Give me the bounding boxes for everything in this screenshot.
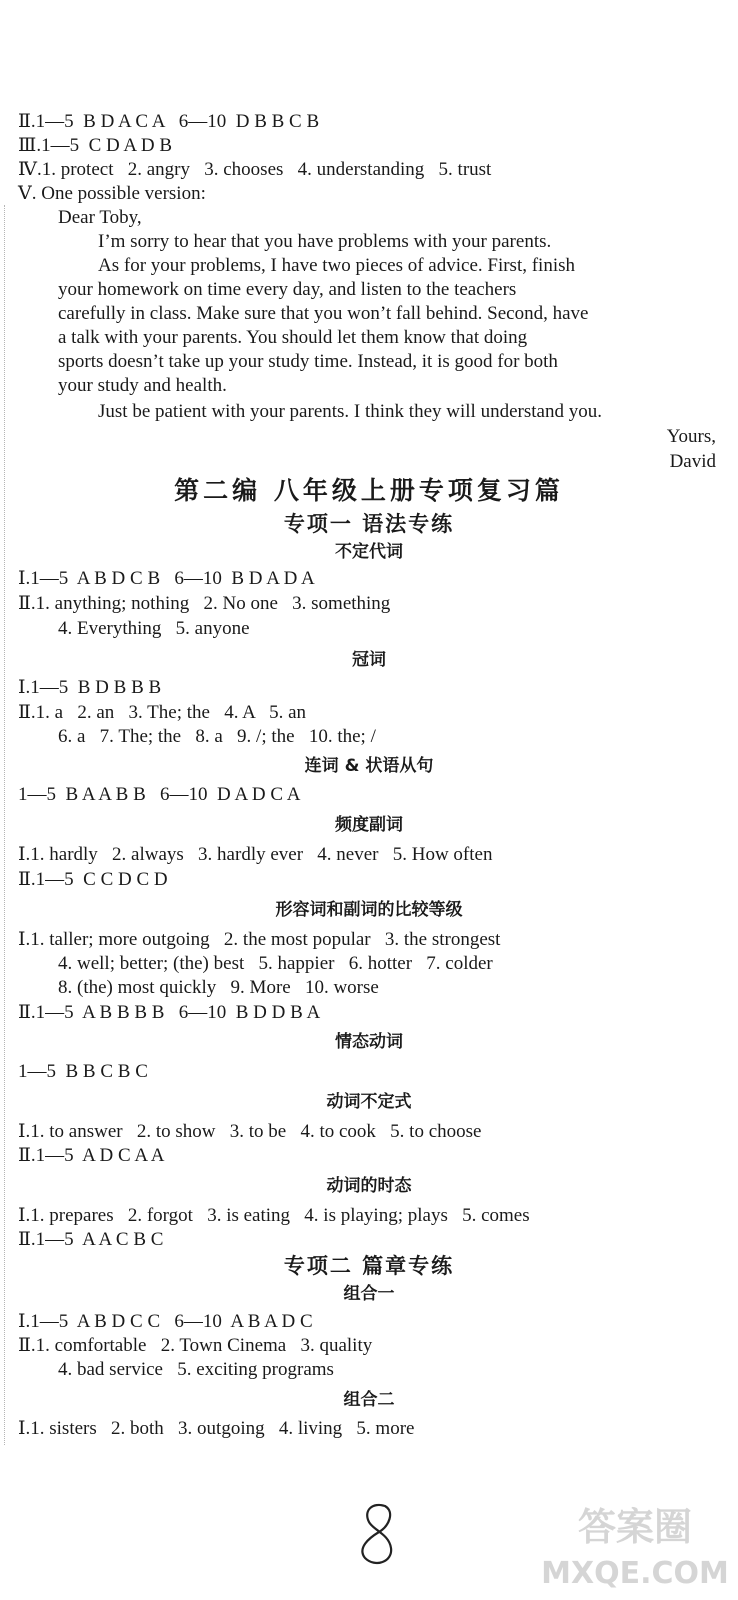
handwritten-page-number — [355, 1500, 400, 1570]
answer-line: Ⅰ.1—5 A B D C C 6—10 A B A D C — [18, 1311, 313, 1332]
answer-line: Ⅰ.1—5 A B D C B 6—10 B D A D A — [18, 568, 315, 589]
letter-line: a talk with your parents. You should let them know that doing — [58, 327, 528, 348]
section-title: 专项一 语法专练 — [283, 512, 455, 536]
topic-heading: 动词不定式 — [326, 1092, 412, 1112]
answer-line: Ⅰ.1. to answer 2. to show 3. to be 4. to cook 5. to choose — [18, 1121, 482, 1142]
answer-line: Ⅱ.1—5 B D A C A 6—10 D B B C B — [18, 111, 320, 132]
topic-heading: 连词 & 状语从句 — [304, 756, 434, 776]
answer-line: Ⅴ. One possible version: — [18, 183, 206, 204]
answer-line: 6. a 7. The; the 8. a 9. /; the 10. the; / — [58, 726, 376, 747]
letter-line: carefully in class. Make sure that you won’t fall behind. Second, have — [58, 303, 589, 324]
answer-line: Ⅱ.1. comfortable 2. Town Cinema 3. quality — [18, 1335, 373, 1356]
topic-heading: 形容词和副词的比较等级 — [275, 900, 463, 920]
topic-heading: 频度副词 — [335, 815, 403, 835]
answer-line: 1—5 B B C B C — [18, 1061, 148, 1082]
letter-signature: David — [669, 451, 716, 472]
answer-line: Ⅳ.1. protect 2. angry 3. chooses 4. understanding 5. trust — [18, 159, 492, 180]
answer-line: Ⅱ.1—5 A B B B B 6—10 B D D B A — [18, 1002, 321, 1023]
letter-line: As for your problems, I have two pieces of advice. First, finish — [98, 255, 576, 276]
answer-line: Ⅲ.1—5 C D A D B — [18, 135, 172, 156]
answer-line: 8. (the) most quickly 9. More 10. worse — [58, 977, 379, 998]
topic-heading: 动词的时态 — [326, 1176, 412, 1196]
topic-heading: 组合一 — [343, 1284, 395, 1304]
letter-line: sports doesn’t take up your study time. Instead, it is good for both — [58, 351, 558, 372]
answer-line: Ⅰ.1. prepares 2. forgot 3. is eating 4. is playing; plays 5. comes — [18, 1205, 530, 1226]
section-title: 专项二 篇章专练 — [283, 1254, 455, 1278]
topic-heading: 不定代词 — [335, 542, 403, 562]
answer-line: Ⅱ.1—5 A D C A A — [18, 1145, 165, 1166]
topic-heading: 情态动词 — [335, 1032, 403, 1052]
answer-line: Ⅱ.1. a 2. an 3. The; the 4. A 5. an — [18, 702, 307, 723]
answer-line: 1—5 B A A B B 6—10 D A D C A — [18, 784, 301, 805]
topic-heading: 组合二 — [343, 1390, 395, 1410]
letter-line: your study and health. — [58, 375, 227, 396]
topic-heading: 冠词 — [352, 650, 386, 670]
watermark-logo — [540, 1495, 730, 1595]
letter-salutation: Dear Toby, — [58, 207, 142, 228]
letter-line: I’m sorry to hear that you have problems with your parents. — [98, 231, 552, 252]
svg-text:MXQE.COM: MXQE.COM — [541, 1556, 729, 1591]
answer-line: Ⅰ.1. sisters 2. both 3. outgoing 4. living 5. more — [18, 1418, 415, 1439]
letter-line: Just be patient with your parents. I think they will understand you. — [98, 401, 602, 422]
svg-text:答案圈: 答案圈 — [577, 1505, 693, 1549]
answer-line: Ⅰ.1. taller; more outgoing 2. the most popular 3. the strongest — [18, 929, 501, 950]
answer-line: 4. well; better; (the) best 5. happier 6. hotter 7. colder — [58, 953, 493, 974]
answer-line: Ⅱ.1. anything; nothing 2. No one 3. something — [18, 593, 391, 614]
answer-line: Ⅰ.1. hardly 2. always 3. hardly ever 4. never 5. How often — [18, 844, 493, 865]
answer-line: 4. Everything 5. anyone — [58, 618, 250, 639]
answer-line: 4. bad service 5. exciting programs — [58, 1359, 334, 1380]
answer-line: Ⅰ.1—5 B D B B B — [18, 677, 162, 698]
answer-line: Ⅱ.1—5 C C D C D — [18, 869, 168, 890]
part-title: 第二编 八年级上册专项复习篇 — [174, 476, 564, 505]
letter-closing: Yours, — [666, 426, 716, 447]
letter-line: your homework on time every day, and listen to the teachers — [58, 279, 517, 300]
answer-line: Ⅱ.1—5 A A C B C — [18, 1229, 164, 1250]
